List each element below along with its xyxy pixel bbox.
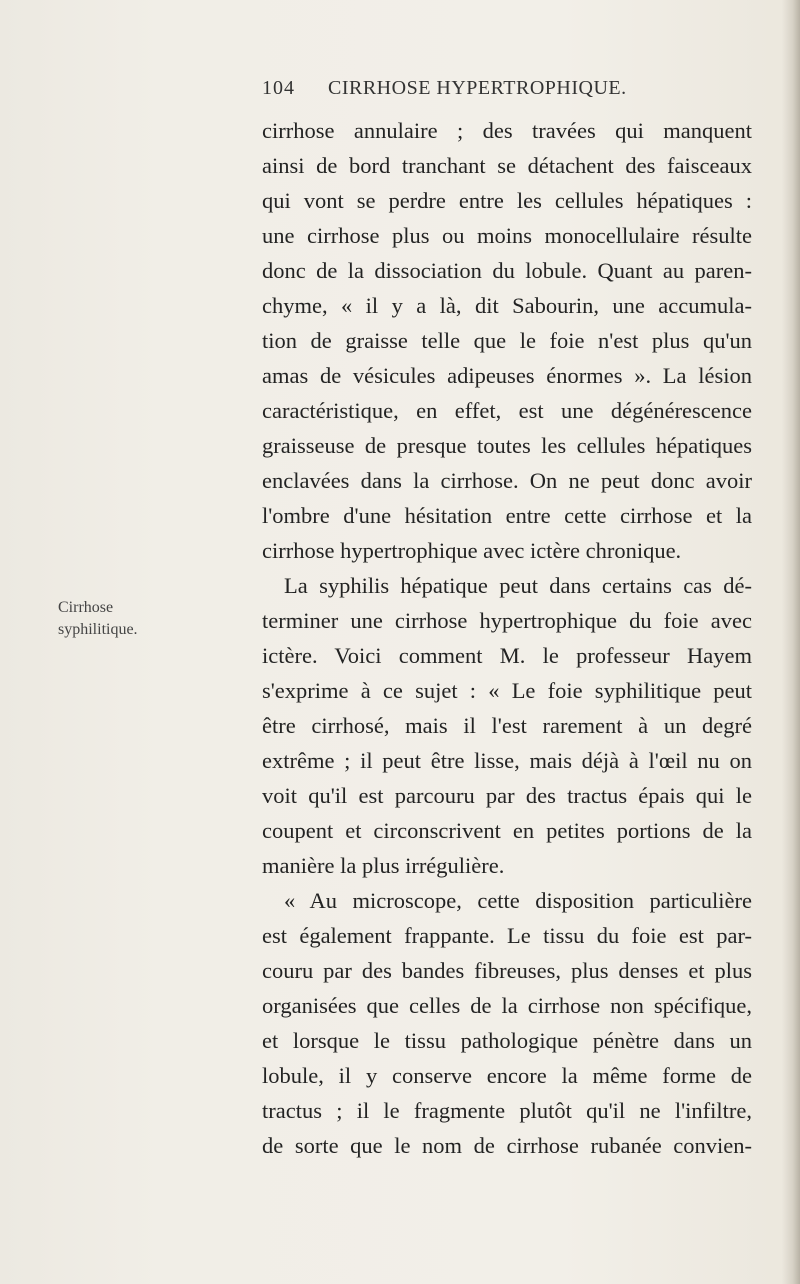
text-line: lobule, il y conserve encore la même forme de: [262, 1063, 752, 1088]
text-line: graisseuse de presque toutes les cellules hépatiques: [262, 433, 752, 458]
text-line: cirrhose hypertrophique avec ictère chronique.: [262, 538, 682, 563]
text-line: cirrhose annulaire ; des travées qui manquent: [262, 118, 752, 143]
margin-note: [58, 597, 208, 641]
text-line: caractéristique, en effet, est une dégénérescence: [262, 398, 752, 423]
page-number: 104: [262, 77, 295, 99]
text-line: ictère. Voici comment M. le professeur Hayem: [262, 643, 752, 668]
text-line: voit qu'il est parcouru par des tractus épais qui le: [262, 783, 752, 808]
text-line: terminer une cirrhose hypertrophique du foie avec: [262, 608, 752, 633]
page-edge-shadow: [782, 0, 800, 1284]
text-line: amas de vésicules adipeuses énormes ». La lésion: [262, 363, 752, 388]
text-line: être cirrhosé, mais il l'est rarement à un degré: [262, 713, 752, 738]
text-line: couru par des bandes fibreuses, plus denses et plus: [262, 958, 752, 983]
text-line: donc de la dissociation du lobule. Quant au paren-: [262, 258, 752, 283]
text-line: une cirrhose plus ou moins monocellulaire résulte: [262, 223, 752, 248]
text-line: enclavées dans la cirrhose. On ne peut donc avoir: [262, 468, 752, 493]
text-line: « Au microscope, cette disposition particulière: [284, 888, 752, 913]
margin-note-line: syphilitique.: [58, 621, 138, 638]
text-line: tion de graisse telle que le foie n'est plus qu'un: [262, 328, 752, 353]
text-line: tractus ; il le fragmente plutôt qu'il ne l'infiltre,: [262, 1098, 752, 1123]
text-line: s'exprime à ce sujet : « Le foie syphilitique peut: [262, 678, 752, 703]
text-line: l'ombre d'une hésitation entre cette cirrhose et la: [262, 503, 752, 528]
text-line: est également frappante. Le tissu du foie est par-: [262, 923, 752, 948]
text-line: extrême ; il peut être lisse, mais déjà à l'œil nu on: [262, 748, 752, 773]
text-line: chyme, « il y a là, dit Sabourin, une accumula-: [262, 293, 752, 318]
text-line: ainsi de bord tranchant se détachent des faisceaux: [262, 153, 752, 178]
text-line: et lorsque le tissu pathologique pénètre dans un: [262, 1028, 752, 1053]
text-line: de sorte que le nom de cirrhose rubanée convien-: [262, 1133, 752, 1158]
margin-note-line: Cirrhose: [58, 599, 114, 616]
text-line: coupent et circonscrivent en petites portions de la: [262, 818, 752, 843]
text-line: organisées que celles de la cirrhose non spécifique,: [262, 993, 752, 1018]
body-text: [262, 113, 752, 1163]
running-title: CIRRHOSE HYPERTROPHIQUE.: [328, 77, 627, 99]
text-line: La syphilis hépatique peut dans certains cas dé-: [284, 573, 752, 598]
text-line: qui vont se perdre entre les cellules hépatiques :: [262, 188, 752, 213]
text-line: manière la plus irrégulière.: [262, 853, 505, 878]
